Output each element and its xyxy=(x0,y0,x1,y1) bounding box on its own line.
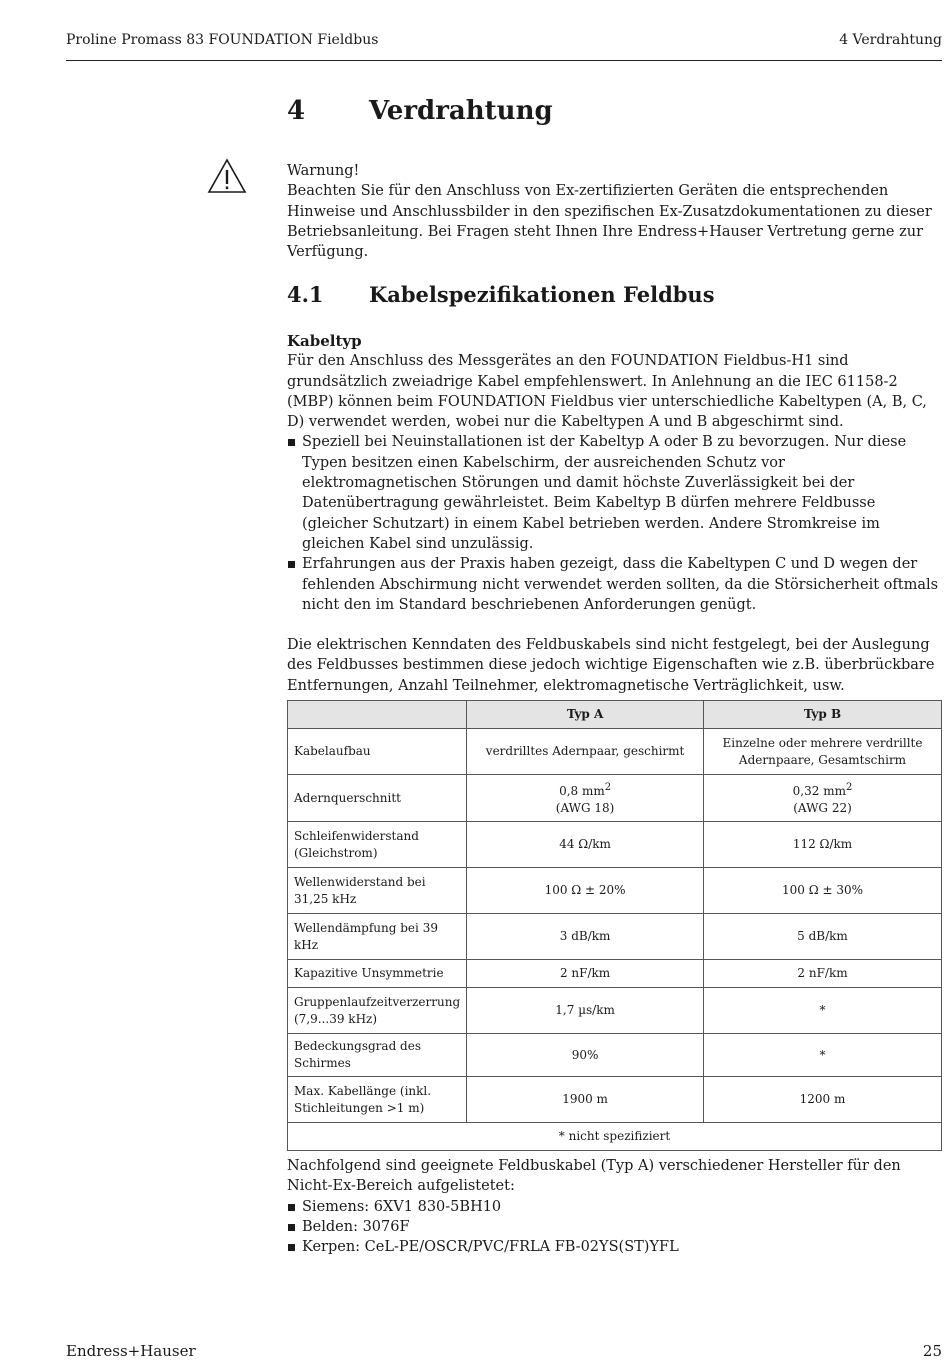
running-header-chapter: 4 Verdrahtung xyxy=(839,32,942,48)
value-text: (AWG 22) xyxy=(793,801,852,815)
type-b-cell: 2 nF/km xyxy=(704,960,942,988)
param-cell: Gruppenlaufzeitverzerrung (7,9...39 kHz) xyxy=(288,988,467,1034)
param-cell: Max. Kabellänge (inkl. Stichleitungen >1 m) xyxy=(288,1077,467,1123)
table-header-cell: Typ A xyxy=(467,701,704,729)
kabeltyp-intro: Für den Anschluss des Messgerätes an den FOUNDATION Fieldbus-H1 sind grundsätzlich zweiadrige Kabel empfehlenswert. In Anlehnung an die IEC 61158-2 (MBP) können beim FOUNDATION Fieldbus vier unterschiedliche Kabeltypen (A, B, C, D) verwendet werden, wobei nur die Kabeltypen A und B abgeschirmt sind. xyxy=(287,353,927,431)
table-row xyxy=(288,775,942,822)
type-a-cell: 44 Ω/km xyxy=(467,822,704,868)
table-footnote: * nicht spezifiziert xyxy=(288,1123,942,1151)
running-header-title: Proline Promass 83 FOUNDATION Fieldbus xyxy=(66,32,379,48)
type-a-cell: 90% xyxy=(467,1034,704,1077)
warning-label: Warnung! xyxy=(287,163,360,179)
list-item: Erfahrungen aus der Praxis haben gezeigt, dass die Kabeltypen C und D wegen der fehlenden Abschirmung nicht verwendet werden sollten, da die Störsicherheit oftmals nicht den im Standard beschriebenen Anforderungen genügt. xyxy=(287,554,942,615)
list-item: Siemens: 6XV1 830-5BH10 xyxy=(287,1197,942,1217)
chapter-number: 4 xyxy=(287,96,306,126)
table-header-row xyxy=(288,701,942,729)
kenndaten-paragraph: Die elektrischen Kenndaten des Feldbuskabels sind nicht festgelegt, bei der Auslegung des Feldbusses bestimmen diese jedoch wichtige Eigenschaften wie z.B. überbrückbare Entfernungen, Anzahl Teilnehmer, elektromagnetische Verträglichkeit, usw. xyxy=(287,637,935,694)
warning-icon xyxy=(207,158,247,194)
list-item: Belden: 3076F xyxy=(287,1217,942,1237)
type-b-cell: 112 Ω/km xyxy=(704,822,942,868)
table-row xyxy=(288,822,942,868)
table-header-cell: Typ B xyxy=(704,701,942,729)
param-cell: Schleifenwiderstand (Gleichstrom) xyxy=(288,822,467,868)
table-row xyxy=(288,1034,942,1077)
kabeltyp-bullet-list xyxy=(287,432,942,615)
list-item: Speziell bei Neuinstallationen ist der Kabeltyp A oder B zu bevorzugen. Nur diese Typen besitzen einen Kabelschirm, der ausreichenden Schutz vor elektromagnetischen Störungen und damit höchste Zuverlässigkeit bei der Datenübertragung gewährleistet. Beim Kabeltyp B dürfen mehrere Feldbusse (gleicher Schutzart) in einem Kabel betrieben werden. Andere Stromkreise im gleichen Kabel sind unzulässig. xyxy=(287,432,942,554)
type-a-cell: 2 nF/km xyxy=(467,960,704,988)
param-cell: Adernquerschnitt xyxy=(288,775,467,822)
param-cell: Wellendämpfung bei 39 kHz xyxy=(288,914,467,960)
type-b-cell: * xyxy=(704,1034,942,1077)
table-row xyxy=(288,868,942,914)
table-header-cell xyxy=(288,701,467,729)
type-b-cell: Einzelne oder mehrere verdrillte Adernpaare, Gesamtschirm xyxy=(704,729,942,775)
type-b-cell xyxy=(704,775,942,822)
superscript: 2 xyxy=(604,782,612,793)
warning-text: Beachten Sie für den Anschluss von Ex-zertifizierten Geräten die entsprechenden Hinweise und Anschlussbilder in den spezifischen Ex-Zusatzdokumentationen zu dieser Betriebsanleitung. Bei Fragen steht Ihnen Ihre Endress+Hauser Vertretung gerne zur Verfügung. xyxy=(287,183,932,261)
type-b-cell: 1200 m xyxy=(704,1077,942,1123)
value-text: (AWG 18) xyxy=(555,801,615,815)
type-a-cell: 1900 m xyxy=(467,1077,704,1123)
param-cell: Kabelaufbau xyxy=(288,729,467,775)
cable-spec-table xyxy=(287,700,942,1151)
type-a-cell: 1,7 µs/km xyxy=(467,988,704,1034)
type-a-cell: 100 Ω ± 20% xyxy=(467,868,704,914)
type-a-cell: 3 dB/km xyxy=(467,914,704,960)
chapter-heading xyxy=(287,96,553,126)
type-a-cell xyxy=(467,775,704,822)
type-b-cell: 5 dB/km xyxy=(704,914,942,960)
manufacturers-list xyxy=(287,1197,942,1258)
type-b-cell: * xyxy=(704,988,942,1034)
param-cell: Wellenwiderstand bei 31,25 kHz xyxy=(288,868,467,914)
table-row xyxy=(288,960,942,988)
table-row xyxy=(288,914,942,960)
cable-manufacturers-section xyxy=(287,1156,942,1257)
type-a-cell: verdrilltes Adernpaar, geschirmt xyxy=(467,729,704,775)
page-number: 25 xyxy=(922,1342,942,1360)
param-cell: Bedeckungsgrad des Schirmes xyxy=(288,1034,467,1077)
section-heading xyxy=(287,282,715,307)
section-title: Kabelspezifikationen Feldbus xyxy=(369,282,715,307)
value-text: 0,32 mm xyxy=(792,784,846,798)
subheading-kabeltyp: Kabeltyp xyxy=(287,332,362,350)
warning-block xyxy=(287,161,942,262)
table-row xyxy=(288,729,942,775)
table-footnote-row xyxy=(288,1123,942,1151)
table-row xyxy=(288,1077,942,1123)
header-rule xyxy=(66,60,942,61)
superscript: 2 xyxy=(845,782,853,793)
table-row xyxy=(288,988,942,1034)
chapter-title: Verdrahtung xyxy=(369,96,553,126)
section-number: 4.1 xyxy=(287,282,324,307)
type-b-cell: 100 Ω ± 30% xyxy=(704,868,942,914)
footer-company: Endress+Hauser xyxy=(66,1342,196,1360)
list-item: Kerpen: CeL-PE/OSCR/PVC/FRLA FB-02YS(ST)YFL xyxy=(287,1237,942,1257)
value-text: 0,8 mm xyxy=(559,784,605,798)
kabeltyp-section xyxy=(287,331,942,696)
param-cell: Kapazitive Unsymmetrie xyxy=(288,960,467,988)
manufacturers-intro: Nachfolgend sind geeignete Feldbuskabel (Typ A) verschiedener Hersteller für den Nicht-Ex-Bereich aufgelistetet: xyxy=(287,1158,901,1195)
